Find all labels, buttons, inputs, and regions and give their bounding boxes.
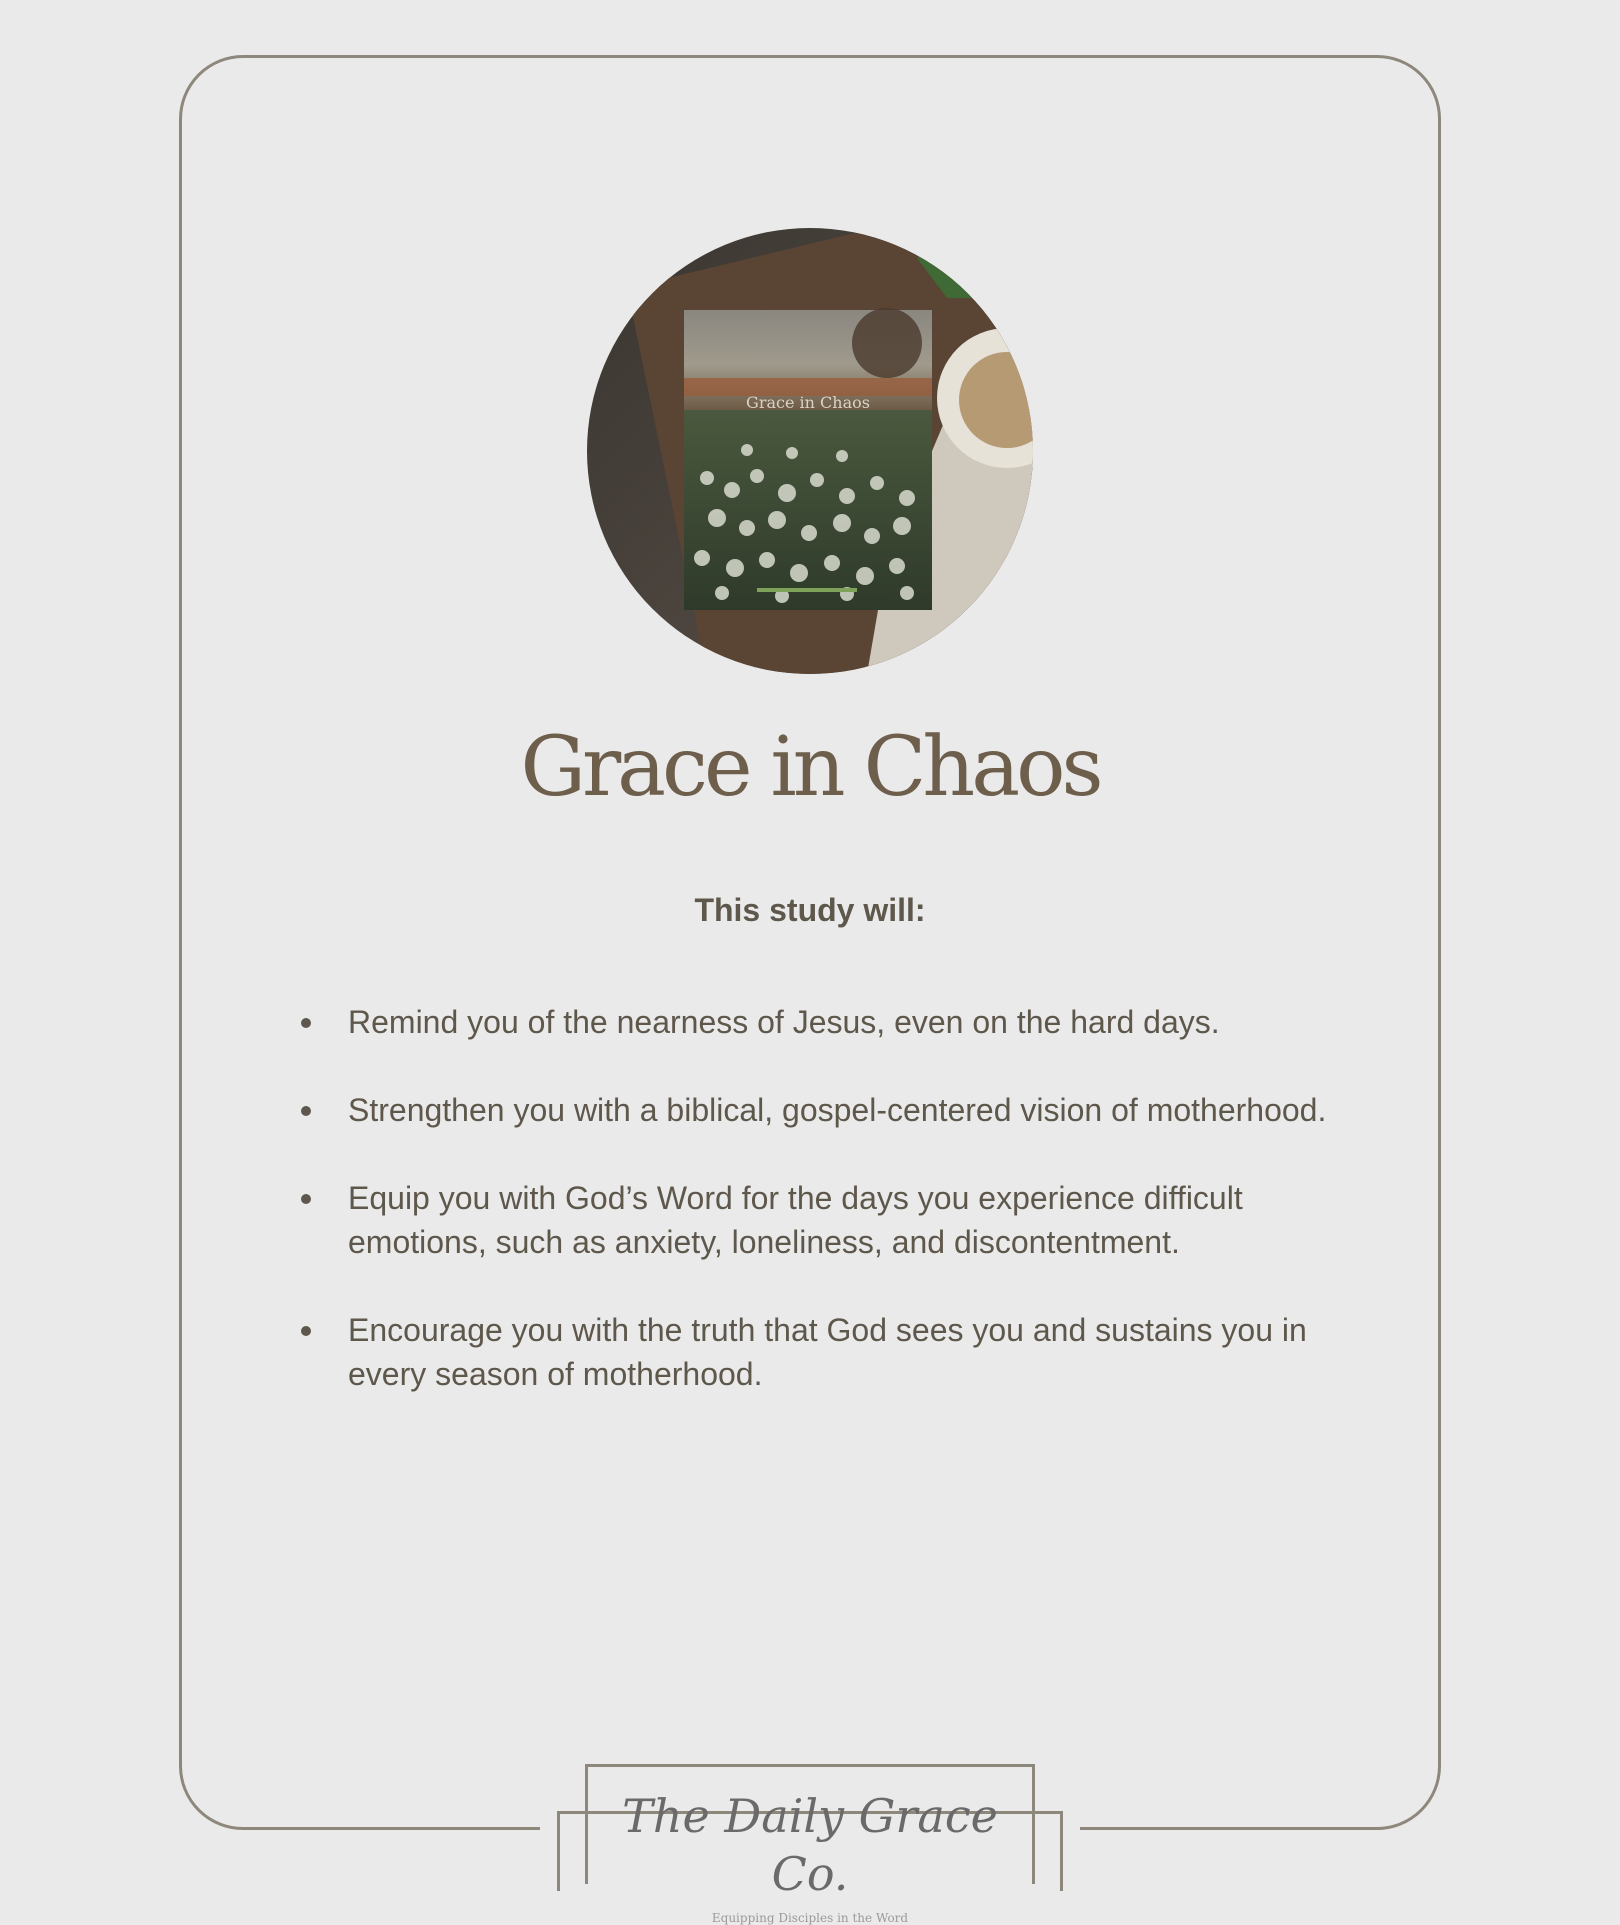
list-item (300, 1000, 1360, 1044)
list-item (300, 1088, 1360, 1132)
cover-title-text: Grace in Chaos (746, 393, 870, 412)
list-item-text: Equip you with God’s Word for the days you experience difficult emotions, such as anxiety, loneliness, and discontentment. (348, 1180, 1243, 1260)
brand-logo (585, 1764, 1035, 1925)
list-item (300, 1176, 1360, 1264)
book-photo-illustration (587, 228, 1033, 674)
page-title: Grace in Chaos (520, 720, 1100, 815)
brand-logo-name: The Daily Grace Co. (622, 1789, 998, 1901)
list-item-text: Encourage you with the truth that God sees you and sustains you in every season of motherhood. (348, 1312, 1307, 1392)
bullet-dot-icon (301, 1018, 311, 1028)
study-benefits-list (300, 1000, 1360, 1440)
list-item (300, 1308, 1360, 1396)
list-item-text: Remind you of the nearness of Jesus, even on the hard days. (348, 1004, 1220, 1040)
bullet-dot-icon (301, 1194, 311, 1204)
book-cover-photo (587, 228, 1033, 674)
bullet-dot-icon (301, 1106, 311, 1116)
brand-logo-tagline: Equipping Disciples in the Word (711, 1911, 909, 1925)
study-subtitle: This study will: (694, 892, 926, 928)
bullet-dot-icon (301, 1326, 311, 1336)
list-item-text: Strengthen you with a biblical, gospel-centered vision of motherhood. (348, 1092, 1327, 1128)
